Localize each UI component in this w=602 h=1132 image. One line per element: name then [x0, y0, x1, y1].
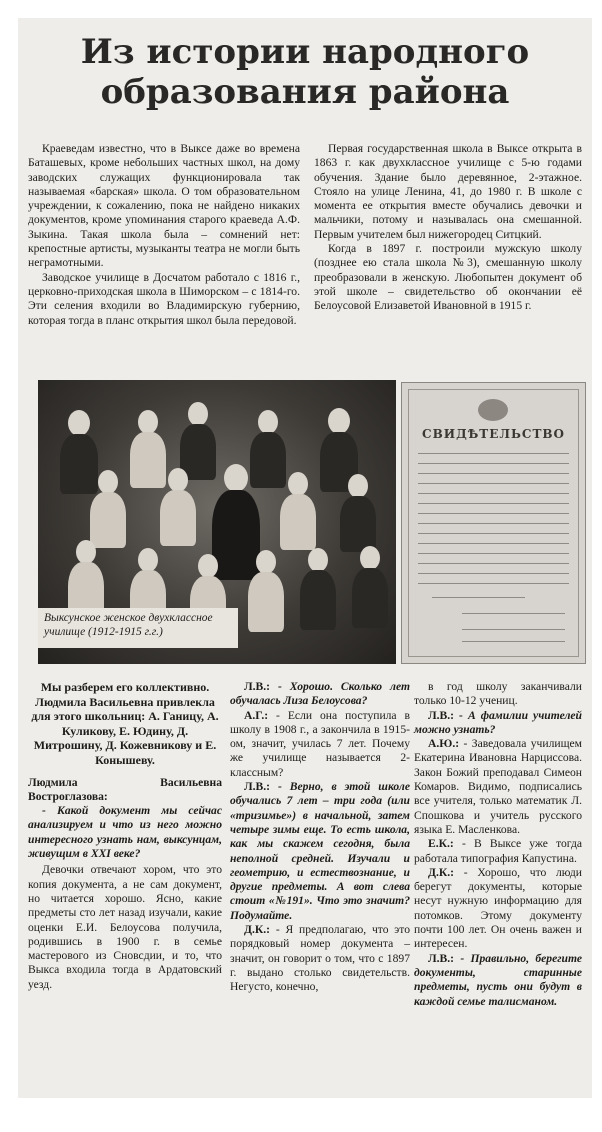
dialogue-paragraph [230, 780, 410, 923]
speech-text: - Я предполагаю, что это порядковый номер документа – значит, он говорит о том, что с 1897 г. выдано столько свидетельств. Негусто, конечно, [230, 923, 410, 994]
speech-text: - Если она поступила в школу в 1908 г., а закончила в 1915-ом, значит, училась 7 лет. Почему же училище называется 2-классным? [230, 708, 410, 779]
headline-line-2: образования района [100, 72, 510, 112]
dialogue-paragraph [230, 680, 410, 709]
top-left-column [28, 142, 300, 328]
paragraph: Первая государственная школа в Выксе открыта в 1863 г. как двухклассное училище с 5-ю годами обучения. Здание было деревянное, 2-этажное. Стояло на улице Ленина, 41, до 1980 г. В школе с момента ее открытия вместе обучались девочки и мальчики, потому и называлась она смешанной. Первым учителем был нижегородец Ситцкий. [314, 142, 582, 241]
dialogue-paragraph [414, 709, 582, 738]
dialogue-paragraph [230, 709, 410, 780]
paragraph: Когда в 1897 г. построили мужскую школу (позднее ею стала школа №3), смешанную школу преобразовали в женскую. Любопытен документ об этой школе – свидетельство об окончании её Белоусовой Елизаветой Ивановной в 1915 г. [314, 242, 582, 313]
speech-text: - Верно, в этой школе обучались 7 лет – три года (или «тризимье») в начальной, затем четыре зимы еще. То есть школа, как мы скажем сегодня, была неполной средней. Изучали и геометрию, и естествознание, и другие предметы. А вот слева стоит «№191». Что это значит? Подумайте. [230, 780, 410, 922]
paragraph: Краеведам известно, что в Выксе даже во времена Баташевых, кроме небольших частных школ, на дому заводских служащих функционировала так называемая «барская» школа. О том образовательном учреждении, к сожалению, пока не найдено никаких документов, кроме упоминания старого краеведа А.Ф. Зыкина. Такая школа была – сомнений нет: крепостные артисты, музыканты театра не могли быть неграмотными. [28, 142, 300, 270]
answer: Девочки отвечают хором, что это копия документа, а не сам документ, но читается хорошо. Ясно, какие предметы сто лет назад изучали, какие оценки Е.И. Белоусова получила, родившись в 1900 г. в семье мастерового из Сновсдии, и то, что Выкса входила тогда в Ардатовский уезд. [28, 863, 222, 991]
speaker-name: Людмила Васильевна Востроглазова: [28, 775, 222, 803]
speech-text: - Хорошо. Сколько лет обучалась Лиза Белоусова? [230, 680, 410, 708]
dialogue-paragraph [414, 866, 582, 952]
speaker-initials: Л.В.: [244, 780, 271, 794]
speaker-initials: Д.К.: [428, 865, 455, 879]
speaker-initials: А.Г.: [244, 708, 269, 722]
dialogue-paragraph [414, 680, 582, 709]
speaker-initials: Е.К.: [428, 837, 454, 851]
speaker-initials: Л.В.: [244, 680, 271, 693]
speech-text: - Хорошо, что люди берегут документы, которые несут нужную информацию для потомков. Этому документу почти 100 лет. Он очень важен и интересен. [414, 865, 582, 951]
dialogue-paragraph [414, 952, 582, 1009]
speaker-initials: Л.В.: [428, 708, 455, 722]
top-right-column [314, 142, 582, 314]
eagle-emblem-icon [478, 399, 508, 421]
interview-intro: Мы разберем его коллективно. Людмила Васильевна привлекла для этого школьниц: А. Ганицу, А. Куликову, Е. Юдину, Д. Митрошину, Д. Кожевникову и Е. Конышеву. [31, 680, 219, 767]
speech-text: - Правильно, берегите документы, старинные предметы, пусть они будут в каждой семье талисманом. [414, 951, 582, 1008]
interview-column-1 [28, 680, 222, 992]
interview-column-2 [230, 680, 410, 995]
article-headline [18, 32, 592, 112]
certificate-title: СВИДѢТЕЛЬСТВО [422, 427, 565, 441]
speaker-initials: Д.К.: [244, 923, 271, 937]
newspaper-clipping [18, 18, 592, 1098]
speaker-initials: Л.В.: [428, 951, 455, 965]
speech-text: - А фамилии учителей можно узнать? [414, 708, 582, 736]
dialogue-paragraph [414, 837, 582, 866]
speaker-initials: А.Ю.: [428, 737, 460, 751]
dialogue-paragraph [414, 737, 582, 837]
paragraph: Заводское училище в Досчатом работало с 1816 г., церковно-приходская школа в Шиморском – с 1814-го. Эти селения входили во Владимирскую губернию, которая тогда в планс открытия школ была передовой. [28, 270, 300, 327]
photo-caption: Выксунское женское двухклассное училище (1912-1915 г.г.) [38, 608, 238, 648]
dialogue-paragraph [230, 923, 410, 994]
question: - Какой документ мы сейчас анализируем и что из него можно интересного узнать нам, выксунцам, живущим в XXI веке? [28, 804, 222, 861]
speech-text: в год школу заканчивали только 10-12 учениц. [414, 680, 582, 708]
certificate-image [401, 382, 586, 664]
headline-line-1: Из истории народного [80, 32, 530, 72]
speech-text: - Заведовала училищем Екатерина Ивановна Нарциссова. Закон Божий преподавал Симеон Комаров. Видимо, подписались все учителя, только математик Л. Спошкова и учитель русского языка Е. Масленкова. [414, 737, 582, 836]
speech-text: - В Выксе уже тогда работала типография Капустина. [414, 837, 582, 865]
interview-column-3 [414, 680, 582, 1009]
